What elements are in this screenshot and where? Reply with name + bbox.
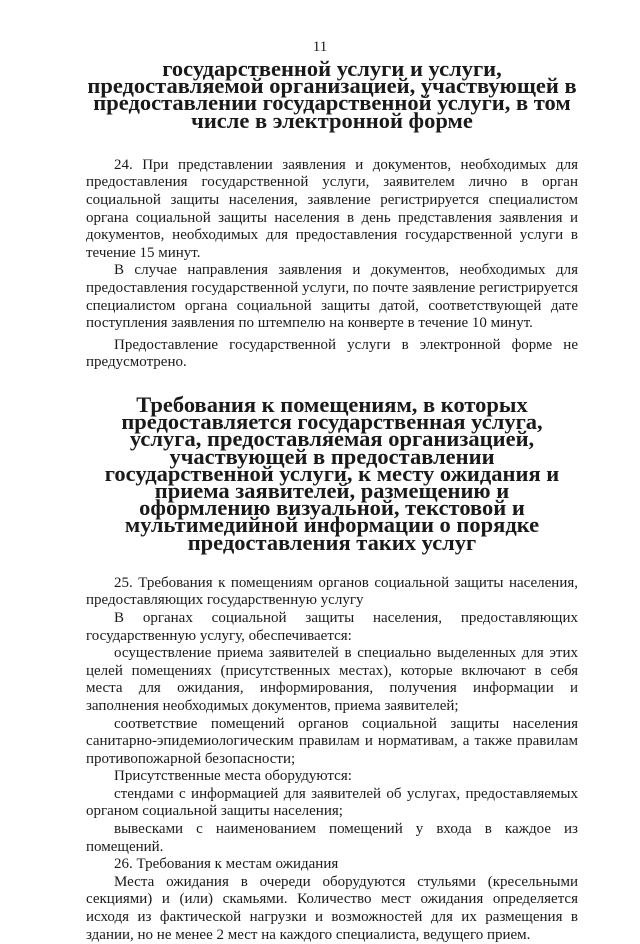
paragraph-25-compliance: соответствие помещений органов социальной защиты населения санитарно-эпидемиологическим правилам и нормативам, а также правилам противопожарной безопасности; (86, 715, 578, 767)
paragraph-25-provided: В органах социальной защиты населения, предоставляющих государственную услугу, обеспечивается: (86, 609, 578, 644)
paragraph-25-signs: вывесками с наименованием помещений у входа в каждое из помещений. (86, 821, 578, 855)
document-body (86, 56, 578, 944)
paragraph-25-stands: стендами с информацией для заявителей об услугах, предоставляемых органом социальной защиты населения; (86, 785, 578, 820)
paragraph-25-equipped: Присутственные места оборудуются: (114, 768, 352, 785)
section-heading-electronic-form: государственной услуги и услуги, предоставляемой организацией, участвующей в предоставлении государственной услуги, в том числе в электронной форме (87, 56, 577, 133)
section-heading-premises-requirements: Требования к помещениям, в которых предоставляется государственная услуга, услуга, предоставляемая организацией, участвующей в предоставлении государственной услуги, к месту ожидания и приема заявителей, размещению и оформлению визуальной, текстовой и мультимедийной информации о порядке предоставления таких услуг (104, 391, 560, 555)
paragraph-26-title: 26. Требования к местам ожидания (114, 856, 339, 873)
page-number: 11 (312, 39, 328, 55)
paragraph-24-electronic: Предоставление государственной услуги в электронной форме не предусмотрено. (86, 336, 578, 371)
paragraph-26-waiting-places: Места ожидания в очереди оборудуются стульями (кресельными секциями) и (или) скамьями. Количество мест ожидания определяется исходя из фактической нагрузки и возможностей для их размещения в здании, но не менее 2 мест на каждого специалиста, ведущего прием. (86, 873, 578, 943)
paragraph-24-mail-submission: В случае направления заявления и документов, необходимых для предоставления государственной услуги, по почте заявление регистрируется специалистом органа социальной защиты датой, соответствующей дате поступления заявления по штемпелю на конверте в течение 10 минут. (86, 262, 578, 332)
paragraph-25-reception: осуществление приема заявителей в специально выделенных для этих целей помещениях (присутственных местах), которые включают в себя места для ожидания, информирования, получения информации и заполнения необходимых документов, приема заявителей; (86, 645, 578, 714)
paragraph-25-title: 25. Требования к помещениям органов социальной защиты населения, предоставляющих государственную услугу (86, 574, 578, 609)
paragraph-24-personal-submission: 24. При представлении заявления и документов, необходимых для предоставления государственной услуги, заявителем лично в орган социальной защиты населения, заявление регистрируется специалистом органа социальной защиты населения в день представления заявления и документов, необходимых для предоставления государственной услуги в течение 15 минут. (86, 156, 578, 261)
